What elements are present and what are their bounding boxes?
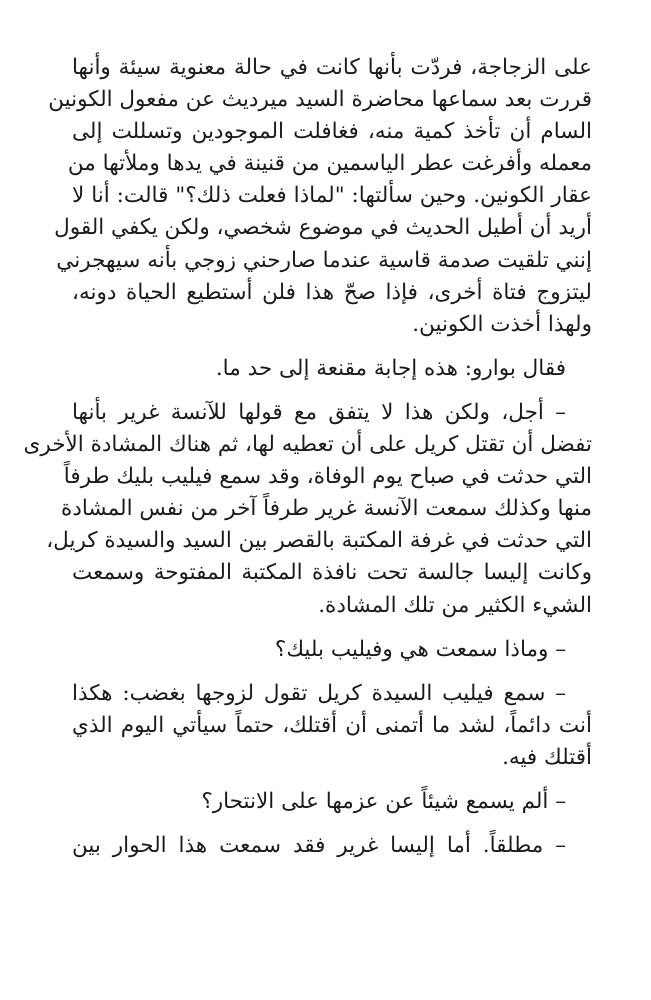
text-line: الشيء الكثير من تلك المشادة. xyxy=(318,592,592,618)
text-line: – مطلقاً. أما إليسا غرير فقد سمعت هذا الحوار بين xyxy=(72,833,566,859)
text-line: أنت دائماً، لشد ما أتمنى أن أقتلك، حتماً سيأتي اليوم الذي xyxy=(72,712,592,738)
text-line: عقار الكونين. وحين سألتها: "لماذا فعلت ذلك؟" قالت: أنا لا xyxy=(72,183,592,209)
paragraph xyxy=(72,353,592,385)
text-line: معمله وأفرغت عطر الياسمين من قنينة في يدها وملأتها من xyxy=(67,151,592,177)
text-line: التي حدثت في غرفة المكتبة بالقصر بين السيد والسيدة كريل، xyxy=(46,528,592,554)
text-line: فقال بوارو: هذه إجابة مقنعة إلى حد ما. xyxy=(215,355,566,381)
text-line: قررت بعد سماعها محاضرة السيد ميرديث عن مفعول الكونين xyxy=(48,87,592,113)
text-line: أريد أن أطيل الحديث في موضوع شخصي، ولكن يكفي القول xyxy=(54,215,592,241)
text-line: السام أن تأخذ كمية منه، فغافلت الموجودين وتسللت إلى xyxy=(72,119,592,145)
paragraph xyxy=(72,678,592,774)
book-page xyxy=(23,52,592,862)
text-line: إنني تلقيت صدمة قاسية عندما صارحني زوجي بأنه سيهجرني xyxy=(56,247,592,273)
text-line: أقتلك فيه. xyxy=(502,744,592,770)
text-line: منها وكذلك سمعت الآنسة غرير طرفاً آخر من نفس المشادة xyxy=(61,496,592,522)
paragraph xyxy=(48,52,592,341)
paragraph xyxy=(23,397,592,622)
text-line: ولهذا أخذت الكونين. xyxy=(412,311,592,337)
text-line: – وماذا سمعت هي وفيليب بليك؟ xyxy=(274,636,566,662)
paragraph xyxy=(72,786,592,818)
text-line: – أجل، ولكن هذا لا يتفق مع قولها للآنسة غرير بأنها xyxy=(72,399,566,425)
paragraph xyxy=(72,634,592,666)
text-line: – سمع فيليب السيدة كريل تقول لزوجها بغضب: هكذا xyxy=(72,680,566,706)
text-line: التي حدثت في صباح يوم الوفاة، وقد سمع فيليب بليك طرفاً xyxy=(63,464,592,490)
text-line: على الزجاجة، فردّت بأنها كانت في حالة معنوية سيئة وأنها xyxy=(72,55,592,80)
text-line: تفضل أن تقتل كريل على أن تعطيه لها، ثم هناك المشادة الأخرى xyxy=(23,432,592,458)
text-line: وكانت إليسا جالسة تحت نافذة المكتبة المفتوحة وسمعت xyxy=(72,560,592,586)
paragraph xyxy=(72,830,592,862)
text-line: ليتزوج فتاة أخرى، فإذا صحّ هذا فلن أستطيع الحياة دونه، xyxy=(72,279,592,305)
text-line: – ألم يسمع شيئاً عن عزمها على الانتحار؟ xyxy=(201,788,566,814)
